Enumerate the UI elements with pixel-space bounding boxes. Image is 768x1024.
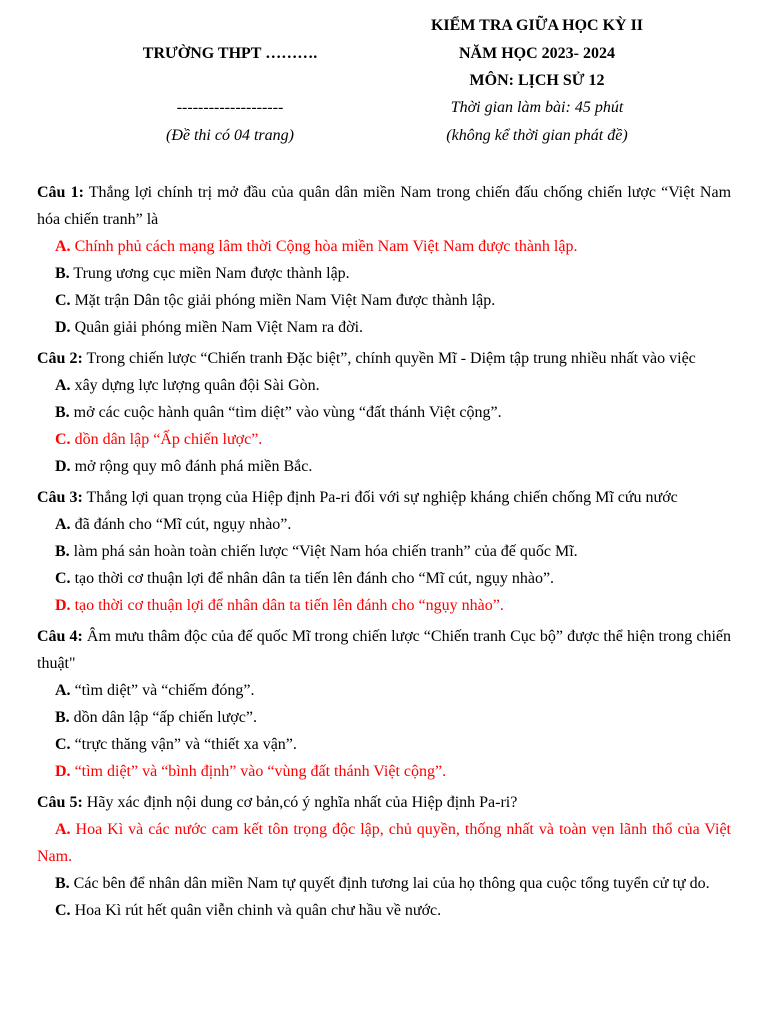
option-text: dồn dân lập “Ấp chiến lược”. [70, 431, 263, 448]
answer-option [37, 731, 731, 758]
option-text: mở các cuộc hành quân “tìm diệt” vào vùng “đất thánh Việt cộng”. [69, 404, 502, 421]
question [37, 179, 731, 341]
option-text: Trung ương cục miền Nam được thành lập. [69, 265, 350, 282]
option-letter: D. [55, 597, 71, 614]
subject: MÔN: LỊCH SỬ 12 [469, 72, 605, 89]
option-letter: D. [55, 458, 71, 475]
answer-option [37, 287, 731, 314]
option-letter: D. [55, 763, 71, 780]
option-letter: A. [55, 682, 71, 699]
answer-option [37, 372, 731, 399]
question [37, 789, 731, 924]
answer-option [37, 816, 731, 870]
question-text: Trong chiến lược “Chiến tranh Đặc biệt”, chính quyền Mĩ - Diệm tập trung nhiều nhất vào việc [82, 350, 696, 367]
option-text: làm phá sản hoàn toàn chiến lược “Việt Nam hóa chiến tranh” của đế quốc Mĩ. [69, 543, 578, 560]
answer-option [37, 565, 731, 592]
answer-option [37, 426, 731, 453]
option-letter: B. [55, 875, 70, 892]
option-text: tạo thời cơ thuận lợi để nhân dân ta tiến lên đánh cho “Mĩ cút, ngụy nhào”. [70, 570, 555, 587]
option-text: Hoa Kì và các nước cam kết tôn trọng độc lập, chủ quyền, thống nhất và toàn vẹn lãnh thổ của Việt Nam. [37, 821, 731, 865]
option-text: Hoa Kì rút hết quân viễn chinh và quân chư hầu về nước. [70, 902, 442, 919]
answer-option [37, 233, 731, 260]
option-text: Chính phủ cách mạng lâm thời Cộng hòa miền Nam Việt Nam được thành lập. [70, 238, 578, 255]
option-text: xây dựng lực lượng quân đội Sài Gòn. [70, 377, 320, 394]
question-stem [37, 484, 731, 511]
question-text: Âm mưu thâm độc của đế quốc Mĩ trong chiến lược “Chiến tranh Cục bộ” được thể hiện trong chiến thuật" [37, 628, 732, 672]
question-stem [37, 345, 731, 372]
answer-option [37, 758, 731, 785]
answer-option [37, 897, 731, 924]
answer-option [37, 260, 731, 287]
divider-line: -------------------- [176, 99, 284, 116]
question-label: Câu 5: [37, 794, 83, 811]
option-text: Các bên để nhân dân miền Nam tự quyết định tương lai của họ thông qua cuộc tổng tuyển cử tự do. [69, 875, 710, 892]
option-letter: C. [55, 292, 71, 309]
question-stem [37, 179, 731, 233]
pages-note: (Đề thi có 04 trang) [166, 127, 294, 144]
answer-option [37, 399, 731, 426]
question-label: Câu 3: [37, 489, 83, 506]
question [37, 345, 731, 480]
exam-title: KIỂM TRA GIỮA HỌC KỲ II [430, 17, 644, 34]
questions-list [37, 179, 731, 924]
option-text: mở rộng quy mô đánh phá miền Bắc. [70, 458, 313, 475]
school-name: TRƯỜNG THPT ………. [142, 45, 318, 62]
question-label: Câu 4: [37, 628, 83, 645]
option-text: Quân giải phóng miền Nam Việt Nam ra đời. [70, 319, 364, 336]
answer-option [37, 592, 731, 619]
question-stem [37, 623, 731, 677]
school-year: NĂM HỌC 2023- 2024 [459, 45, 615, 62]
option-letter: B. [55, 709, 70, 726]
option-text: “tìm diệt” và “bình định” vào “vùng đất thánh Việt cộng”. [70, 763, 447, 780]
option-letter: C. [55, 736, 71, 753]
question [37, 484, 731, 619]
option-letter: A. [55, 516, 71, 533]
question-text: Hãy xác định nội dung cơ bản,có ý nghĩa nhất của Hiệp định Pa-ri? [82, 794, 518, 811]
answer-option [37, 704, 731, 731]
option-letter: B. [55, 543, 70, 560]
duration-note: (không kể thời gian phát đề) [446, 127, 628, 144]
option-letter: A. [55, 238, 71, 255]
option-letter: B. [55, 404, 70, 421]
answer-option [37, 314, 731, 341]
option-letter: D. [55, 319, 71, 336]
option-text: “tìm diệt” và “chiếm đóng”. [70, 682, 255, 699]
question-text: Thắng lợi quan trọng của Hiệp định Pa-ri đối với sự nghiệp kháng chiến chống Mĩ cứu nước [82, 489, 678, 506]
option-letter: C. [55, 570, 71, 587]
option-letter: A. [55, 821, 71, 838]
question-stem [37, 789, 731, 816]
option-letter: C. [55, 431, 71, 448]
question-label: Câu 1: [37, 184, 84, 201]
answer-option [37, 511, 731, 538]
answer-option [37, 538, 731, 565]
question-label: Câu 2: [37, 350, 83, 367]
option-text: đã đánh cho “Mĩ cút, ngụy nhào”. [70, 516, 292, 533]
answer-option [37, 677, 731, 704]
option-text: “trực thăng vận” và “thiết xa vận”. [70, 736, 297, 753]
question [37, 623, 731, 785]
exam-header [0, 10, 768, 150]
option-text: tạo thời cơ thuận lợi để nhân dân ta tiến lên đánh cho “ngụy nhào”. [70, 597, 504, 614]
option-text: Mặt trận Dân tộc giải phóng miền Nam Việt Nam được thành lập. [70, 292, 496, 309]
question-text: Thắng lợi chính trị mở đầu của quân dân miền Nam trong chiến đấu chống chiến lược “Việt Nam hóa chiến tranh” là [37, 184, 732, 228]
answer-option [37, 870, 731, 897]
option-letter: A. [55, 377, 71, 394]
option-letter: C. [55, 902, 71, 919]
option-text: dồn dân lập “ấp chiến lược”. [69, 709, 257, 726]
answer-option [37, 453, 731, 480]
duration: Thời gian làm bài: 45 phút [450, 99, 624, 116]
option-letter: B. [55, 265, 70, 282]
